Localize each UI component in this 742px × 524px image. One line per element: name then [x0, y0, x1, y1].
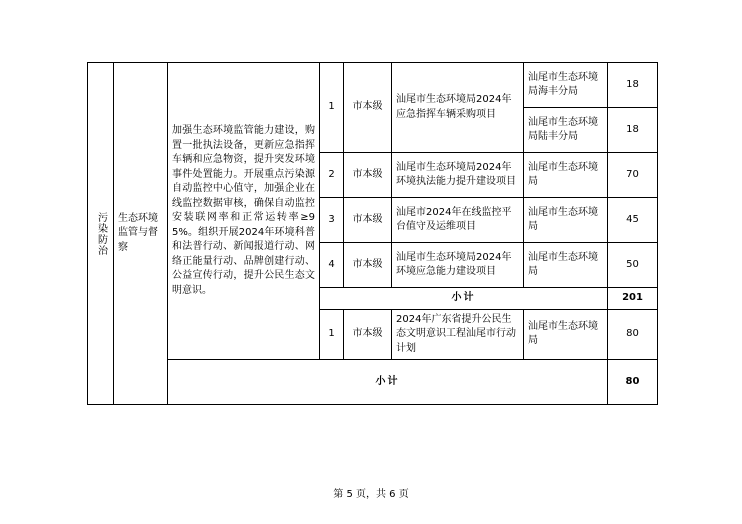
subtotal-row	[88, 360, 658, 405]
amount: 50	[608, 243, 658, 288]
responsible-unit: 汕尾市生态环境局陆丰分局	[524, 108, 608, 153]
subtotal-amount: 201	[608, 288, 658, 310]
project-name: 2024年广东省提升公民生态文明意识工程汕尾市行动计划	[392, 309, 524, 360]
row-number: 1	[320, 309, 344, 360]
category-label: 污染防治	[95, 211, 107, 256]
budget-level: 市本级	[344, 198, 392, 243]
description-cell: 加强生态环境监管能力建设，购置一批执法设备，更新应急指挥车辆和应急物资，提升突发环境事件处置能力。开展重点污染源自动监控中心值守，加强企业在线监控数据审核，确保自动监控安装联网率和正常运转率≥95%。组织开展2024年环境科普和法普行动、新闻报道行动、网络正能量行动、品牌创建行动、公益宣传行动，提升公民生态文明意识。	[168, 63, 320, 360]
responsible-unit: 汕尾市生态环境局	[524, 309, 608, 360]
amount: 18	[608, 63, 658, 108]
subtotal-label: 小计	[320, 288, 608, 310]
category-cell	[88, 63, 114, 405]
responsible-unit: 汕尾市生态环境局	[524, 198, 608, 243]
project-group-cell: 生态环境监管与督察	[114, 63, 168, 405]
table-row	[88, 63, 658, 108]
budget-table	[87, 62, 658, 405]
budget-level: 市本级	[344, 63, 392, 153]
project-name: 汕尾市生态环境局2024年应急指挥车辆采购项目	[392, 63, 524, 153]
row-number: 1	[320, 63, 344, 153]
amount: 18	[608, 108, 658, 153]
project-name: 汕尾市生态环境局2024年环境应急能力建设项目	[392, 243, 524, 288]
row-number: 4	[320, 243, 344, 288]
amount: 80	[608, 309, 658, 360]
budget-level: 市本级	[344, 153, 392, 198]
row-number: 3	[320, 198, 344, 243]
subtotal-amount: 80	[608, 360, 658, 405]
budget-level: 市本级	[344, 309, 392, 360]
row-number: 2	[320, 153, 344, 198]
budget-level: 市本级	[344, 243, 392, 288]
subtotal-label: 小计	[168, 360, 608, 405]
amount: 45	[608, 198, 658, 243]
responsible-unit: 汕尾市生态环境局海丰分局	[524, 63, 608, 108]
page-footer: 第 5 页，共 6 页	[333, 489, 409, 500]
amount: 70	[608, 153, 658, 198]
responsible-unit: 汕尾市生态环境局	[524, 243, 608, 288]
project-name: 汕尾市2024年在线监控平台值守及运维项目	[392, 198, 524, 243]
project-name: 汕尾市生态环境局2024年环境执法能力提升建设项目	[392, 153, 524, 198]
budget-table-container	[87, 62, 657, 405]
responsible-unit: 汕尾市生态环境局	[524, 153, 608, 198]
